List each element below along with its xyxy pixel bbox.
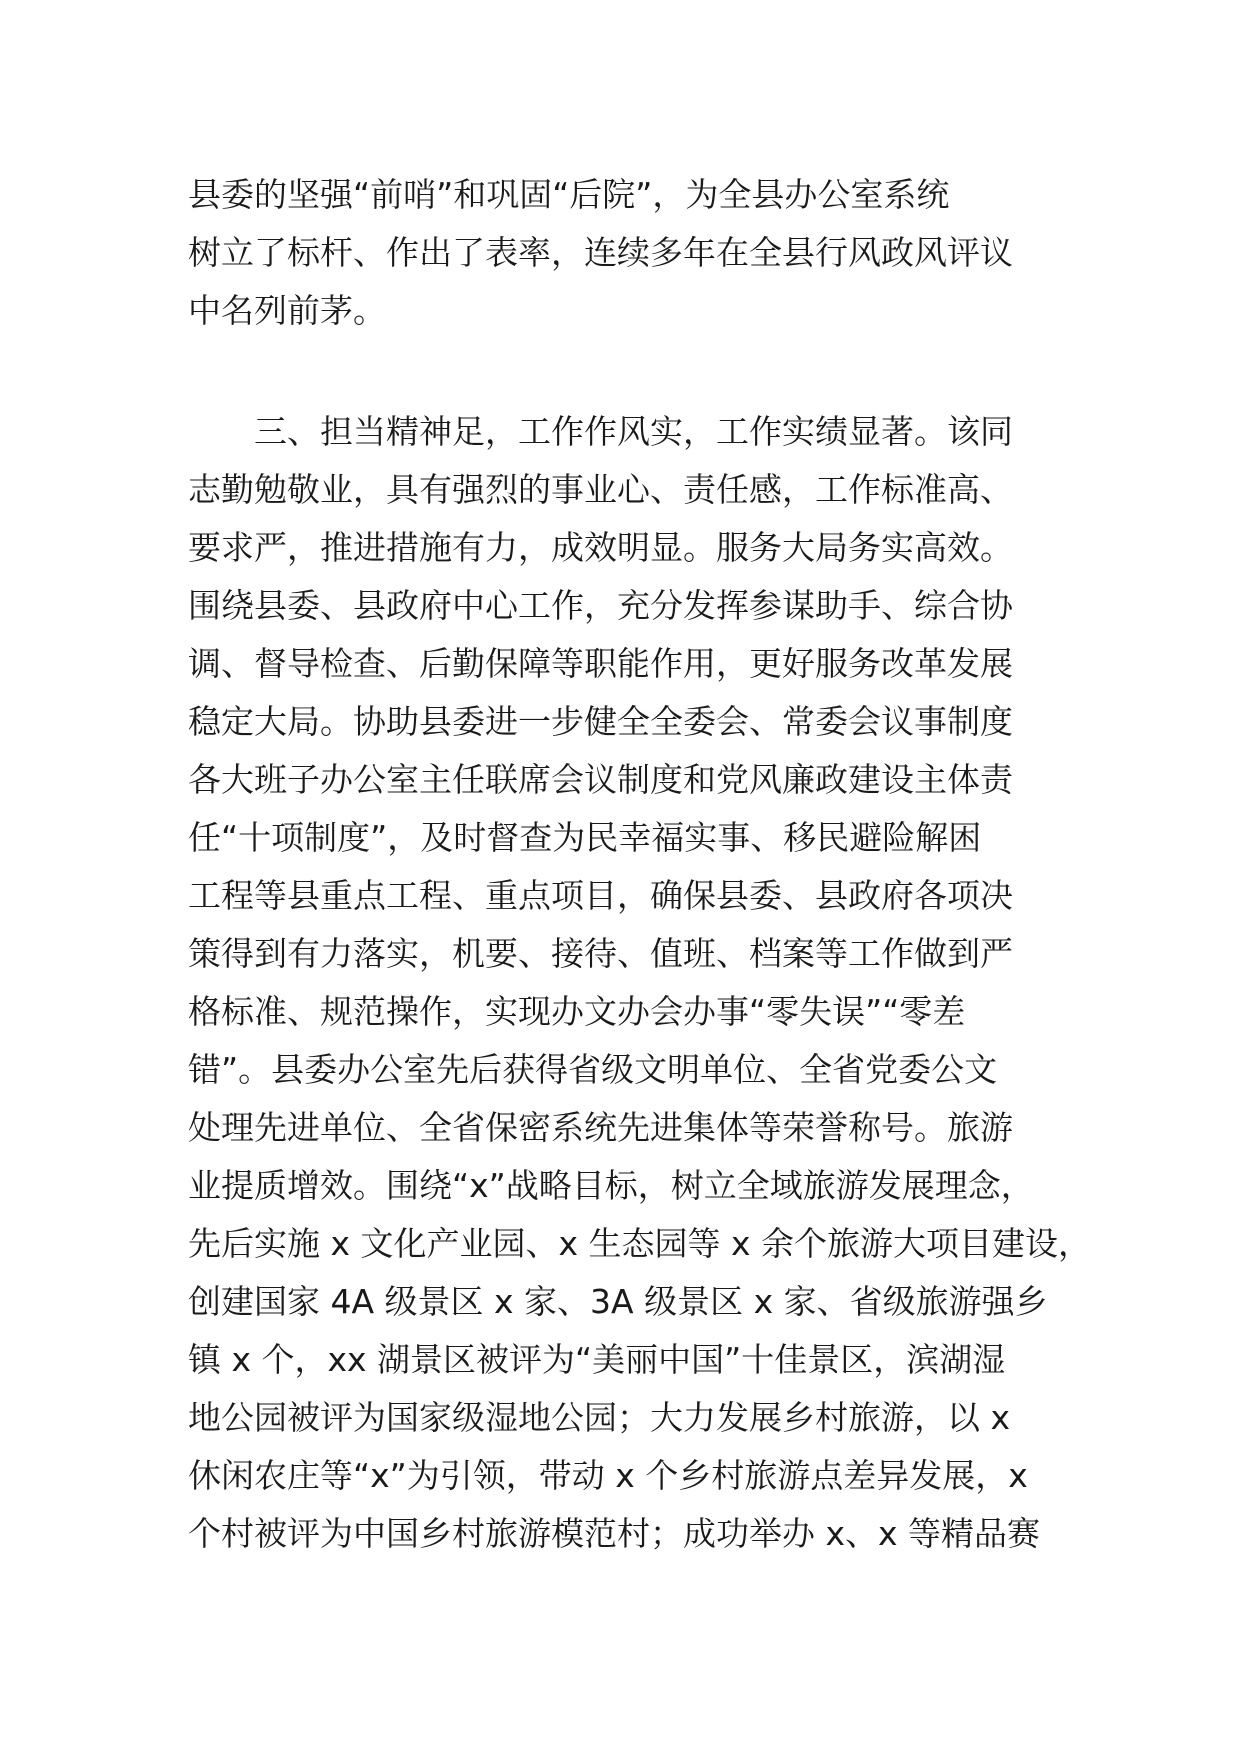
paragraph-three — [188, 403, 1092, 1563]
text-line: 策得到有力落实，机要、接待、值班、档案等工作做到严 — [188, 934, 1013, 973]
text-line: 县委的坚强“前哨”和巩固“后院”，为全县办公室系统 — [188, 175, 950, 214]
text-line: 稳定大局。协助县委进一步健全全委会、常委会议事制度 — [188, 702, 1013, 741]
paragraph-continued — [188, 166, 1068, 340]
text-line: 错”。县委办公室先后获得省级文明单位、全省党委公文 — [188, 1050, 998, 1089]
text-line: 志勤勉敬业，具有强烈的事业心、责任感，工作标准高、 — [188, 470, 1013, 509]
paragraph-heading-line: 三、担当精神足，工作作风实，工作实绩显著。该同 — [254, 412, 1013, 451]
text-line: 休闲农庄等“x”为引领，带动 x 个乡村旅游点差异发展，x — [188, 1456, 1028, 1495]
text-line: 树立了标杆、作出了表率，连续多年在全县行风政风评议 — [188, 233, 1013, 272]
text-line: 个村被评为中国乡村旅游模范村；成功举办 x、x 等精品赛 — [188, 1514, 1041, 1553]
text-line: 中名列前茅。 — [188, 291, 386, 330]
text-line: 地公园被评为国家级湿地公园；大力发展乡村旅游，以 x — [188, 1398, 1011, 1437]
text-line: 任“十项制度”，及时督查为民幸福实事、移民避险解困 — [188, 818, 982, 857]
text-line: 先后实施 x 文化产业园、x 生态园等 x 余个旅游大项目建设， — [188, 1224, 1092, 1263]
text-line: 格标准、规范操作，实现办文办会办事“零失误”“零差 — [188, 992, 966, 1031]
text-line: 各大班子办公室主任联席会议制度和党风廉政建设主体责 — [188, 760, 1013, 799]
text-line: 创建国家 4A 级景区 x 家、3A 级景区 x 家、省级旅游强乡 — [188, 1282, 1048, 1321]
text-line: 业提质增效。围绕“x”战略目标，树立全域旅游发展理念， — [188, 1166, 1034, 1205]
text-line: 要求严，推进措施有力，成效明显。服务大局务实高效。 — [188, 528, 1013, 567]
text-line: 镇 x 个，xx 湖景区被评为“美丽中国”十佳景区，滨湖湿 — [188, 1340, 1006, 1379]
text-line: 围绕县委、县政府中心工作，充分发挥参谋助手、综合协 — [188, 586, 1013, 625]
text-line: 调、督导检查、后勤保障等职能作用，更好服务改革发展 — [188, 644, 1013, 683]
text-line: 工程等县重点工程、重点项目，确保县委、县政府各项决 — [188, 876, 1013, 915]
text-line: 处理先进单位、全省保密系统先进集体等荣誉称号。旅游 — [188, 1108, 1013, 1147]
